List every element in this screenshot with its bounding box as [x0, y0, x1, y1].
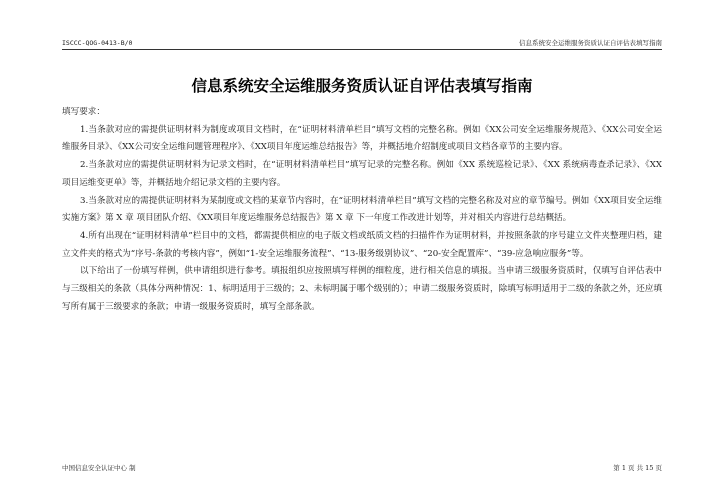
- footer-org: 中国信息安全认证中心 制: [62, 464, 136, 472]
- intro-text: 填写要求：: [62, 107, 105, 117]
- document-body: [62, 104, 662, 316]
- footer-page-number: 第 1 页 共 15 页: [613, 464, 662, 472]
- page-footer: [62, 462, 662, 474]
- paragraph-1: 1.当条款对应的需提供证明材料为制度或项目文档时，在“证明材料清单栏目”填写文档的完整名称。例如《XX公司安全运维服务规范》、《XX公司安全运维服务目录》、《XX公司安全运维问题管理程序》、《XX项目年度运维总结报告》等，并概括地介绍制度或项目文档各章节的主要内容。: [62, 124, 662, 153]
- paragraph-5: 以下给出了一份填写样例，供申请组织进行参考。填报组织应按照填写样例的细粒度，进行相关信息的填报。当申请三级服务资质时，仅填写自评估表中与三级相关的条款（具体分两种情况：1、标明适用于三级的；2、未标明属于哪个级别的）；申请二级服务资质时，除填写标明适用于二级的条款之外，还应填写所有属于三级要求的条款；申请一级服务资质时，填写全部条款。: [62, 266, 662, 312]
- document-title: 信息系统安全运维服务资质认证自评估表填写指南: [191, 77, 533, 95]
- header-doc-title: 信息系统安全运维服务资质认证自评估表填写指南: [519, 39, 662, 47]
- paragraph-2: 2.当条款对应的需提供证明材料为记录文档时，在“证明材料清单栏目”填写记录的完整名称。例如《XX 系统巡检记录》、《XX 系统病毒查杀记录》、《XX项目运维变更单》等，并概括地介绍记录文档的主要内容。: [62, 160, 662, 188]
- paragraph-4: 4.所有出现在“证明材料清单”栏目中的文档，都需提供相应的电子版文档或纸质文档的扫描件作为证明材料，并按照条款的序号建立文件夹整理归档，建立文件夹的格式为“序号-条款的考核内容”，例如“1-安全运维服务流程”、“13-服务级别协议”、“20-安全配置库”、“39-应急响应服务”等。: [62, 230, 662, 259]
- page-header: [62, 37, 662, 50]
- header-doc-code: ISCCC-QOG-0413-B/0: [62, 39, 133, 47]
- paragraph-3: 3.当条款对应的需提供证明材料为某制度或文档的某章节内容时，在“证明材料清单栏目”填写文档的完整名称及对应的章节编号。例如《XX项目安全运维实施方案》第 X 章 项目团队介绍、《XX项目年度运维服务总结报告》第 X 章 下一年度工作改进计划等，并对相关内容进行总结概括。: [62, 195, 662, 224]
